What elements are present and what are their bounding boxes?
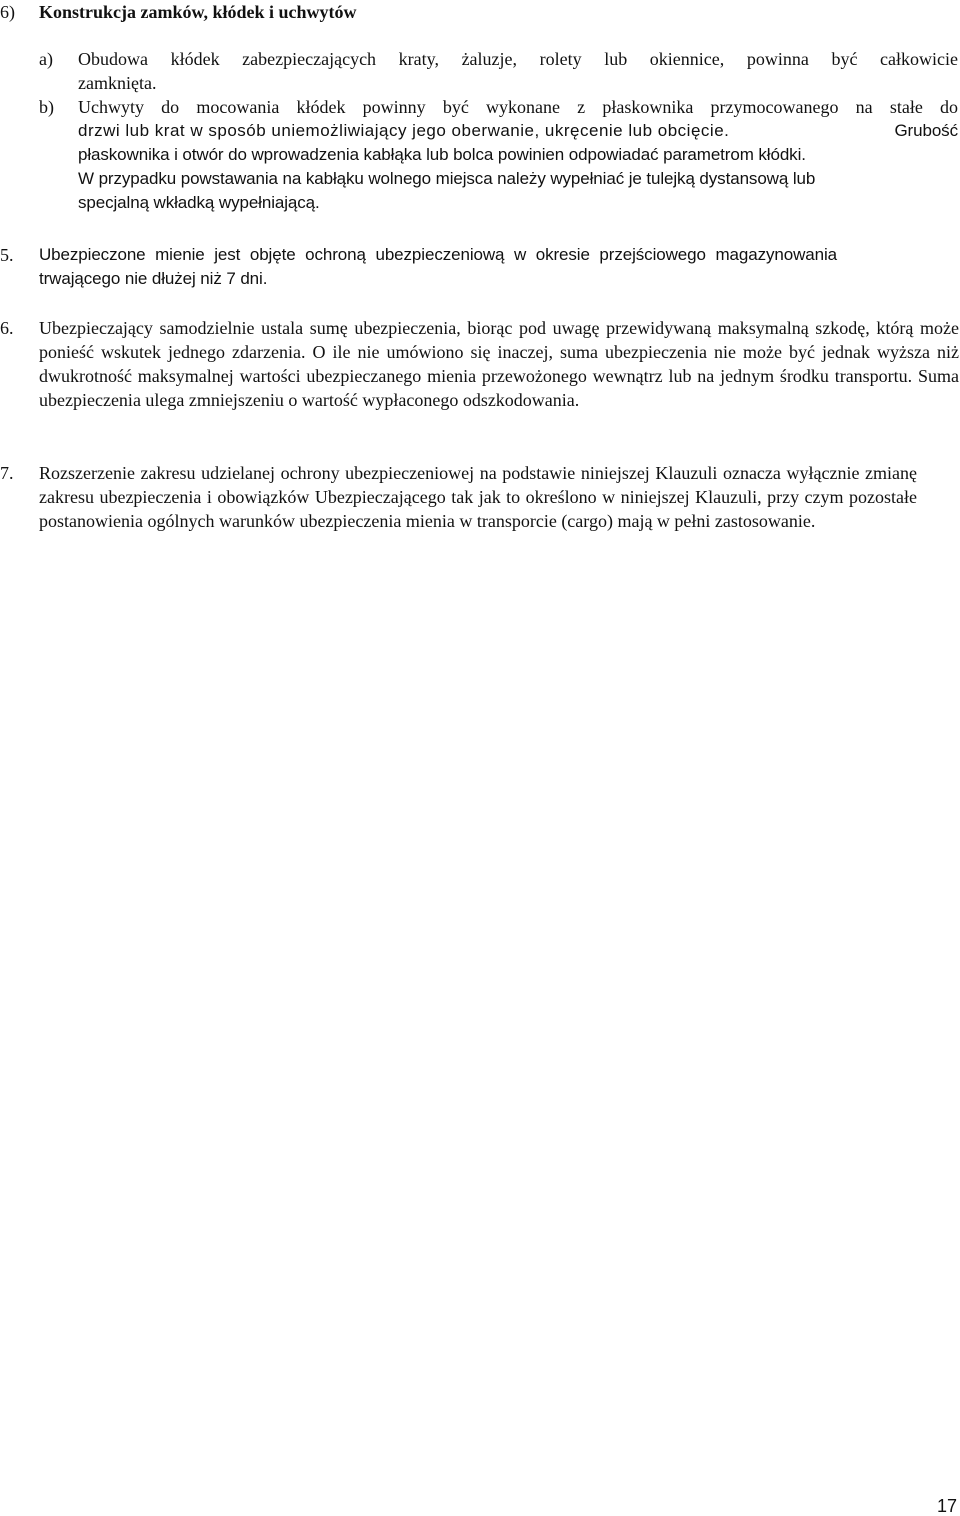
paragraph-5 (0, 243, 960, 291)
item-b-text (78, 95, 958, 215)
page-number: 17 (936, 1496, 957, 1516)
item-a-label: a) (39, 49, 53, 69)
item-b-line-1: Uchwyty do mocowania kłódek powinny być wykonane z płaskownika przymocowanego na stałe do (78, 97, 958, 117)
item-a-line-1: Obudowa kłódek zabezpieczających kraty, żaluzje, rolety lub okiennice, powinna być całkowicie (78, 49, 958, 69)
section-6-number: 6) (0, 2, 15, 22)
section-6-title: Konstrukcja zamków, kłódek i uchwytów (39, 2, 357, 22)
item-a-text (78, 47, 958, 95)
item-a-line-2: zamknięta. (78, 73, 157, 93)
paragraph-6-text: Ubezpieczający samodzielnie ustala sumę ubezpieczenia, biorąc pod uwagę przewidywaną maksymalną szkodę, którą może ponieść wskutek jednego zdarzenia. O ile nie umówiono się inaczej, suma ubezpieczenia nie może być jednak wyższa niż dwukrotność maksymalnej wartości ubezpieczanego mienia przewożonego wewnątrz lub na jednym środku transportu. Suma ubezpieczenia ulega zmniejszeniu o wartość wypłaconego odszkodowania. (39, 318, 959, 410)
item-b (0, 95, 960, 215)
item-b-line-2 (78, 119, 958, 143)
section-6-heading (0, 0, 960, 24)
item-b-line-5: specjalną wkładką wypełniającą. (78, 193, 320, 212)
item-b-label: b) (39, 97, 54, 117)
paragraph-7-number: 7. (0, 463, 14, 483)
item-b-line-4: W przypadku powstawania na kabłąku wolnego miejsca należy wypełniać je tulejką dystansową lub (78, 169, 816, 188)
paragraph-5-text: Ubezpieczone mienie jest objęte ochroną ubezpieczeniową w okresie przejściowego magazynowania trwającego nie dłużej niż 7 dni. (39, 245, 837, 288)
item-b-line-2-b: Grubość (894, 121, 958, 140)
paragraph-5-number: 5. (0, 245, 14, 265)
paragraph-7 (0, 461, 960, 557)
paragraph-7-text: Rozszerzenie zakresu udzielanej ochrony ubezpieczeniowej na podstawie niniejszej Klauzuli oznacza wyłącznie zmianę zakresu ubezpieczenia i obowiązków Ubezpieczającego tak jak to określono w niniejszej Klauzuli, przy czym pozostałe postanowienia ogólnych warunków ubezpieczenia mienia w transporcie (cargo) mają w pełni zastosowanie. (39, 463, 917, 531)
item-b-line-3: płaskownika i otwór do wprowadzenia kabłąka lub bolca powinien odpowiadać parametrom kłódki. (78, 145, 806, 164)
item-b-line-2-a: drzwi lub krat w sposób uniemożliwiający jego oberwanie, ukręcenie lub obcięcie. (78, 121, 730, 140)
paragraph-6-number: 6. (0, 318, 14, 338)
paragraph-6 (0, 316, 960, 436)
item-a (0, 47, 960, 95)
